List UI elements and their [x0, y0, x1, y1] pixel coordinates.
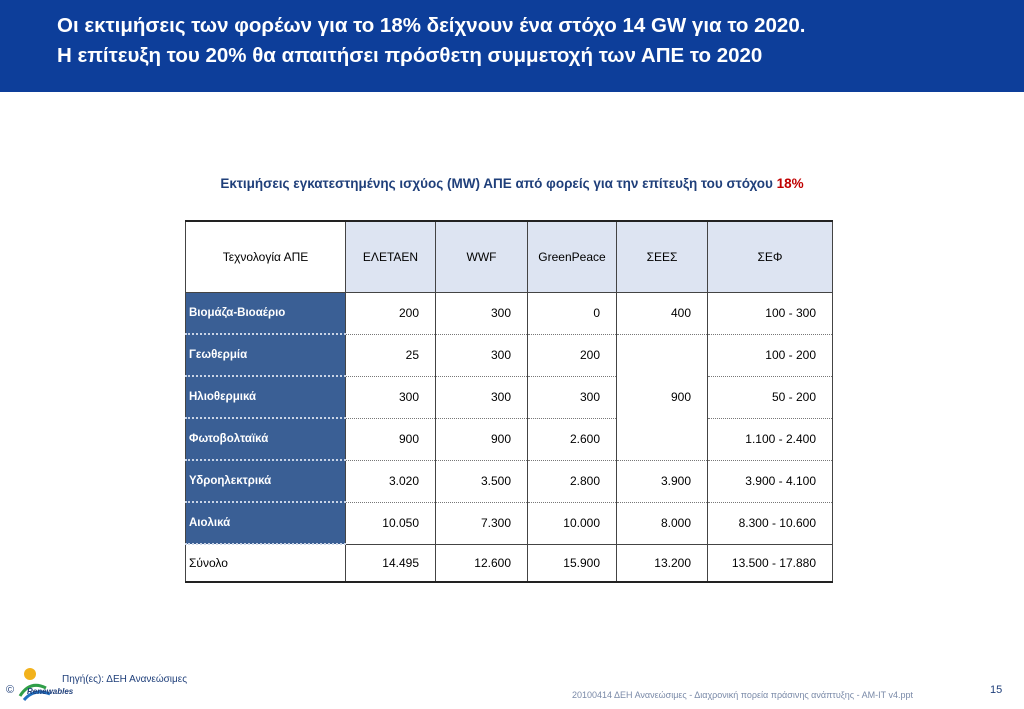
total-label: Σύνολο [186, 544, 346, 582]
table-header-row [186, 221, 833, 293]
cell-sees: 400 [617, 293, 708, 335]
row-label: Αιολικά [186, 502, 346, 544]
title-line-2: Η επίτευξη του 20% θα απαιτήσει πρόσθετη συμμετοχή των ΑΠΕ το 2020 [57, 44, 763, 67]
page-number: 15 [990, 684, 1003, 696]
source-note: Πηγή(ες): ΔΕΗ Ανανεώσιμες [62, 674, 188, 685]
cell-eletaen: 200 [346, 293, 436, 335]
cell-greenpeace: 10.000 [528, 502, 617, 544]
row-label: Γεωθερμία [186, 334, 346, 376]
cell-eletaen: 300 [346, 376, 436, 418]
cell-sef: 100 - 300 [708, 293, 833, 335]
subtitle-accent: 18% [776, 176, 804, 191]
cell-greenpeace: 300 [528, 376, 617, 418]
cell-greenpeace: 2.800 [528, 460, 617, 502]
cell-sef: 100 - 200 [708, 334, 833, 376]
total-wwf: 12.600 [436, 544, 528, 582]
cell-sef: 50 - 200 [708, 376, 833, 418]
table-row [186, 418, 833, 460]
cell-wwf: 300 [436, 376, 528, 418]
header-eletaen: ΕΛΕΤΑΕΝ [346, 221, 436, 293]
cell-sees-merged: 900 [617, 334, 708, 460]
title-banner [0, 0, 1024, 92]
ppc-renewables-logo-icon [16, 666, 62, 704]
row-label: Υδροηλεκτρικά [186, 460, 346, 502]
cell-sef: 1.100 - 2.400 [708, 418, 833, 460]
cell-eletaen: 25 [346, 334, 436, 376]
total-row [186, 544, 833, 582]
title-line-1: Οι εκτιμήσεις των φορέων για το 18% δείχνουν ένα στόχο 14 GW για το 2020. [57, 14, 806, 37]
cell-wwf: 300 [436, 293, 528, 335]
table-row [186, 293, 833, 335]
total-sees: 13.200 [617, 544, 708, 582]
total-eletaen: 14.495 [346, 544, 436, 582]
cell-sees: 3.900 [617, 460, 708, 502]
cell-eletaen: 10.050 [346, 502, 436, 544]
logo-text: Renewables [27, 687, 74, 696]
header-wwf: WWF [436, 221, 528, 293]
cell-sees: 8.000 [617, 502, 708, 544]
header-sef: ΣΕΦ [708, 221, 833, 293]
row-label: Ηλιοθερμικά [186, 376, 346, 418]
cell-wwf: 7.300 [436, 502, 528, 544]
file-name: 20100414 ΔΕΗ Ανανεώσιμες - Διαχρονική πορεία πράσινης ανάπτυξης - ΑΜ-ΙΤ v4.ppt [572, 690, 913, 700]
copyright-symbol: © [6, 684, 15, 696]
cell-eletaen: 3.020 [346, 460, 436, 502]
cell-greenpeace: 2.600 [528, 418, 617, 460]
total-sef: 13.500 - 17.880 [708, 544, 833, 582]
table-row [186, 460, 833, 502]
table-row [186, 502, 833, 544]
estimates-table [185, 220, 833, 583]
cell-wwf: 900 [436, 418, 528, 460]
cell-greenpeace: 0 [528, 293, 617, 335]
total-greenpeace: 15.900 [528, 544, 617, 582]
cell-eletaen: 900 [346, 418, 436, 460]
header-sees: ΣΕΕΣ [617, 221, 708, 293]
row-label: Φωτοβολταϊκά [186, 418, 346, 460]
table-row [186, 376, 833, 418]
cell-sef: 3.900 - 4.100 [708, 460, 833, 502]
table-row [186, 334, 833, 376]
header-technology: Τεχνολογία ΑΠΕ [186, 221, 346, 293]
cell-sef: 8.300 - 10.600 [708, 502, 833, 544]
cell-wwf: 300 [436, 334, 528, 376]
header-greenpeace: GreenPeace [528, 221, 617, 293]
subtitle-text: Εκτιμήσεις εγκατεστημένης ισχύος (MW) ΑΠΕ από φορείς για την επίτευξη του στόχου [220, 176, 777, 191]
cell-wwf: 3.500 [436, 460, 528, 502]
row-label: Βιομάζα-Βιοαέριο [186, 293, 346, 335]
cell-greenpeace: 200 [528, 334, 617, 376]
table-subtitle [0, 176, 1024, 191]
